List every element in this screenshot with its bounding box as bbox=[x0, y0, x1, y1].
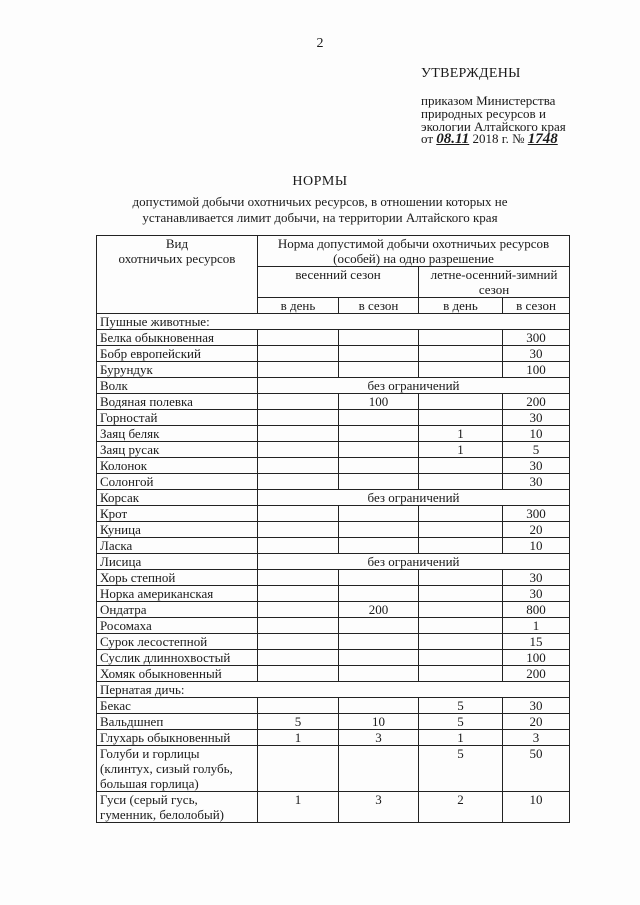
species-name: Хомяк обыкновенный bbox=[97, 666, 258, 682]
value-spring-per-season bbox=[339, 426, 419, 442]
table-row bbox=[97, 362, 570, 378]
no-limit-cell: без ограничений bbox=[258, 490, 570, 506]
header-summer-line-1: летне-осенний-зимний bbox=[430, 267, 558, 282]
value-spring-per-season bbox=[339, 538, 419, 554]
table-row bbox=[97, 714, 570, 730]
value-spring-per-season bbox=[339, 618, 419, 634]
value-summer-per-season: 10 bbox=[503, 792, 570, 823]
table-row bbox=[97, 410, 570, 426]
value-spring-per-day bbox=[258, 410, 339, 426]
species-name: Куница bbox=[97, 522, 258, 538]
species-name: Ондатра bbox=[97, 602, 258, 618]
species-name: Бекас bbox=[97, 698, 258, 714]
species-name: Гуси (серый гусь, гуменник, белолобый) bbox=[97, 792, 258, 823]
species-name: Ласка bbox=[97, 538, 258, 554]
value-summer-per-day: 5 bbox=[419, 714, 503, 730]
value-spring-per-season: 3 bbox=[339, 730, 419, 746]
value-summer-per-day: 1 bbox=[419, 442, 503, 458]
no-limit-cell: без ограничений bbox=[258, 378, 570, 394]
value-summer-per-season: 10 bbox=[503, 426, 570, 442]
table-row bbox=[97, 698, 570, 714]
species-name: Сурок лесостепной bbox=[97, 634, 258, 650]
value-summer-per-season: 3 bbox=[503, 730, 570, 746]
value-spring-per-season bbox=[339, 346, 419, 362]
approval-line-1: приказом Министерства bbox=[421, 93, 556, 108]
value-spring-per-season bbox=[339, 362, 419, 378]
value-spring-per-day bbox=[258, 458, 339, 474]
species-name: Бурундук bbox=[97, 362, 258, 378]
species-name: Лисица bbox=[97, 554, 258, 570]
value-spring-per-day bbox=[258, 442, 339, 458]
value-summer-per-season: 300 bbox=[503, 330, 570, 346]
value-spring-per-day bbox=[258, 570, 339, 586]
value-summer-per-season: 10 bbox=[503, 538, 570, 554]
value-spring-per-day bbox=[258, 330, 339, 346]
species-name: Крот bbox=[97, 506, 258, 522]
section-title: Пернатая дичь: bbox=[97, 682, 570, 698]
table-row bbox=[97, 618, 570, 634]
value-spring-per-day bbox=[258, 522, 339, 538]
value-summer-per-day: 1 bbox=[419, 426, 503, 442]
value-summer-per-day bbox=[419, 650, 503, 666]
species-name: Бобр европейский bbox=[97, 346, 258, 362]
species-name: Корсак bbox=[97, 490, 258, 506]
species-name: Норка американская bbox=[97, 586, 258, 602]
approval-title: УТВЕРЖДЕНЫ bbox=[421, 66, 521, 81]
value-spring-per-day bbox=[258, 362, 339, 378]
value-spring-per-day bbox=[258, 618, 339, 634]
value-spring-per-day bbox=[258, 746, 339, 792]
value-summer-per-day bbox=[419, 634, 503, 650]
header-species-line-1: Вид bbox=[165, 236, 189, 251]
table-row bbox=[97, 602, 570, 618]
value-summer-per-day bbox=[419, 570, 503, 586]
value-spring-per-season bbox=[339, 410, 419, 426]
table-row bbox=[97, 792, 570, 823]
value-spring-per-season bbox=[339, 458, 419, 474]
header-species bbox=[97, 236, 258, 314]
value-summer-per-season: 800 bbox=[503, 602, 570, 618]
value-summer-per-season: 300 bbox=[503, 506, 570, 522]
value-summer-per-season: 20 bbox=[503, 522, 570, 538]
value-summer-per-season: 20 bbox=[503, 714, 570, 730]
table-row bbox=[97, 474, 570, 490]
value-spring-per-season bbox=[339, 442, 419, 458]
value-spring-per-day bbox=[258, 602, 339, 618]
table-row bbox=[97, 746, 570, 792]
value-spring-per-day: 1 bbox=[258, 792, 339, 823]
value-spring-per-day bbox=[258, 346, 339, 362]
value-summer-per-season: 30 bbox=[503, 698, 570, 714]
value-spring-per-day bbox=[258, 586, 339, 602]
value-summer-per-season: 30 bbox=[503, 474, 570, 490]
species-name: Горностай bbox=[97, 410, 258, 426]
value-summer-per-day: 5 bbox=[419, 698, 503, 714]
table-row bbox=[97, 650, 570, 666]
table-row bbox=[97, 378, 570, 394]
value-spring-per-season: 3 bbox=[339, 792, 419, 823]
value-spring-per-season bbox=[339, 586, 419, 602]
species-name: Волк bbox=[97, 378, 258, 394]
value-summer-per-season: 100 bbox=[503, 362, 570, 378]
species-name: Заяц русак bbox=[97, 442, 258, 458]
value-summer-per-day bbox=[419, 522, 503, 538]
approval-line-2: природных ресурсов и bbox=[421, 106, 546, 121]
value-summer-per-day bbox=[419, 362, 503, 378]
section-row bbox=[97, 314, 570, 330]
section-row bbox=[97, 682, 570, 698]
value-summer-per-day bbox=[419, 666, 503, 682]
value-spring-per-season bbox=[339, 634, 419, 650]
value-spring-per-day bbox=[258, 634, 339, 650]
header-summer-per-day: в день bbox=[419, 298, 503, 314]
approval-date-year: 2018 г. № bbox=[472, 131, 525, 146]
value-spring-per-season: 200 bbox=[339, 602, 419, 618]
table-row bbox=[97, 586, 570, 602]
value-summer-per-day: 5 bbox=[419, 746, 503, 792]
table-row bbox=[97, 426, 570, 442]
header-summer-per-season: в сезон bbox=[503, 298, 570, 314]
table-row bbox=[97, 458, 570, 474]
approval-number-handwritten: 1748 bbox=[527, 131, 558, 147]
approval-date-prefix: от bbox=[421, 131, 434, 146]
header-summer-season bbox=[419, 267, 570, 298]
table-row bbox=[97, 490, 570, 506]
value-spring-per-season bbox=[339, 650, 419, 666]
document-subtitle-1: допустимой добычи охотничьих ресурсов, в отношении которых не bbox=[132, 194, 508, 209]
value-summer-per-day: 2 bbox=[419, 792, 503, 823]
value-spring-per-season bbox=[339, 330, 419, 346]
norms-table-body bbox=[97, 314, 570, 823]
value-summer-per-day bbox=[419, 538, 503, 554]
species-name: Глухарь обыкновенный bbox=[97, 730, 258, 746]
header-norm-line-2: (особей) на одно разрешение bbox=[333, 251, 494, 266]
value-spring-per-season bbox=[339, 746, 419, 792]
approval-date-line bbox=[421, 132, 558, 146]
species-name: Росомаха bbox=[97, 618, 258, 634]
table-row bbox=[97, 442, 570, 458]
value-summer-per-day bbox=[419, 346, 503, 362]
header-spring-season: весенний сезон bbox=[258, 267, 419, 298]
document-title: НОРМЫ bbox=[292, 174, 348, 189]
value-summer-per-day bbox=[419, 506, 503, 522]
header-summer-line-2: сезон bbox=[478, 282, 510, 297]
value-spring-per-day: 1 bbox=[258, 730, 339, 746]
value-summer-per-season: 15 bbox=[503, 634, 570, 650]
value-summer-per-day bbox=[419, 458, 503, 474]
value-summer-per-season: 5 bbox=[503, 442, 570, 458]
species-name: Белка обыкновенная bbox=[97, 330, 258, 346]
value-spring-per-season bbox=[339, 570, 419, 586]
table-row bbox=[97, 538, 570, 554]
table-row bbox=[97, 666, 570, 682]
section-title: Пушные животные: bbox=[97, 314, 570, 330]
value-spring-per-day bbox=[258, 666, 339, 682]
value-summer-per-season: 30 bbox=[503, 586, 570, 602]
value-spring-per-season bbox=[339, 698, 419, 714]
table-row bbox=[97, 346, 570, 362]
value-summer-per-season: 1 bbox=[503, 618, 570, 634]
value-spring-per-season bbox=[339, 506, 419, 522]
value-summer-per-season: 30 bbox=[503, 570, 570, 586]
value-spring-per-day bbox=[258, 474, 339, 490]
value-summer-per-day bbox=[419, 410, 503, 426]
value-spring-per-season: 100 bbox=[339, 394, 419, 410]
value-summer-per-season: 30 bbox=[503, 346, 570, 362]
value-summer-per-season: 30 bbox=[503, 410, 570, 426]
header-spring-per-day: в день bbox=[258, 298, 339, 314]
header-spring-per-season: в сезон bbox=[339, 298, 419, 314]
value-spring-per-season bbox=[339, 666, 419, 682]
species-name: Водяная полевка bbox=[97, 394, 258, 410]
value-spring-per-season: 10 bbox=[339, 714, 419, 730]
value-summer-per-day bbox=[419, 330, 503, 346]
approval-date-handwritten: 08.11 bbox=[436, 131, 470, 147]
value-spring-per-day bbox=[258, 426, 339, 442]
table-row bbox=[97, 634, 570, 650]
table-row bbox=[97, 570, 570, 586]
value-summer-per-day bbox=[419, 618, 503, 634]
table-row bbox=[97, 554, 570, 570]
page-number: 2 bbox=[316, 36, 324, 51]
header-norm bbox=[258, 236, 570, 267]
value-spring-per-day: 5 bbox=[258, 714, 339, 730]
value-summer-per-day bbox=[419, 474, 503, 490]
value-summer-per-season: 100 bbox=[503, 650, 570, 666]
table-row bbox=[97, 394, 570, 410]
species-name: Голуби и горлицы (клинтух, сизый голубь, большая горлица) bbox=[97, 746, 258, 792]
approval-line-3: экологии Алтайского края bbox=[421, 119, 566, 134]
header-norm-line-1: Норма допустимой добычи охотничьих ресурсов bbox=[277, 236, 550, 251]
document-subtitle-2: устанавливается лимит добычи, на территории Алтайского края bbox=[142, 210, 498, 225]
value-spring-per-day bbox=[258, 650, 339, 666]
value-summer-per-day bbox=[419, 586, 503, 602]
table-row bbox=[97, 730, 570, 746]
value-spring-per-season bbox=[339, 474, 419, 490]
species-name: Колонок bbox=[97, 458, 258, 474]
header-species-line-2: охотничьих ресурсов bbox=[118, 251, 236, 266]
value-spring-per-day bbox=[258, 698, 339, 714]
value-spring-per-day bbox=[258, 506, 339, 522]
species-name: Солонгой bbox=[97, 474, 258, 490]
table-row bbox=[97, 506, 570, 522]
value-summer-per-day bbox=[419, 394, 503, 410]
value-spring-per-day bbox=[258, 394, 339, 410]
value-spring-per-season bbox=[339, 522, 419, 538]
species-name: Вальдшнеп bbox=[97, 714, 258, 730]
value-spring-per-day bbox=[258, 538, 339, 554]
value-summer-per-season: 200 bbox=[503, 666, 570, 682]
value-summer-per-season: 50 bbox=[503, 746, 570, 792]
species-name: Хорь степной bbox=[97, 570, 258, 586]
no-limit-cell: без ограничений bbox=[258, 554, 570, 570]
table-row bbox=[97, 330, 570, 346]
species-name: Заяц беляк bbox=[97, 426, 258, 442]
value-summer-per-season: 30 bbox=[503, 458, 570, 474]
value-summer-per-day: 1 bbox=[419, 730, 503, 746]
value-summer-per-season: 200 bbox=[503, 394, 570, 410]
species-name: Суслик длиннохвостый bbox=[97, 650, 258, 666]
value-summer-per-day bbox=[419, 602, 503, 618]
table-row bbox=[97, 522, 570, 538]
norms-table bbox=[96, 235, 570, 823]
